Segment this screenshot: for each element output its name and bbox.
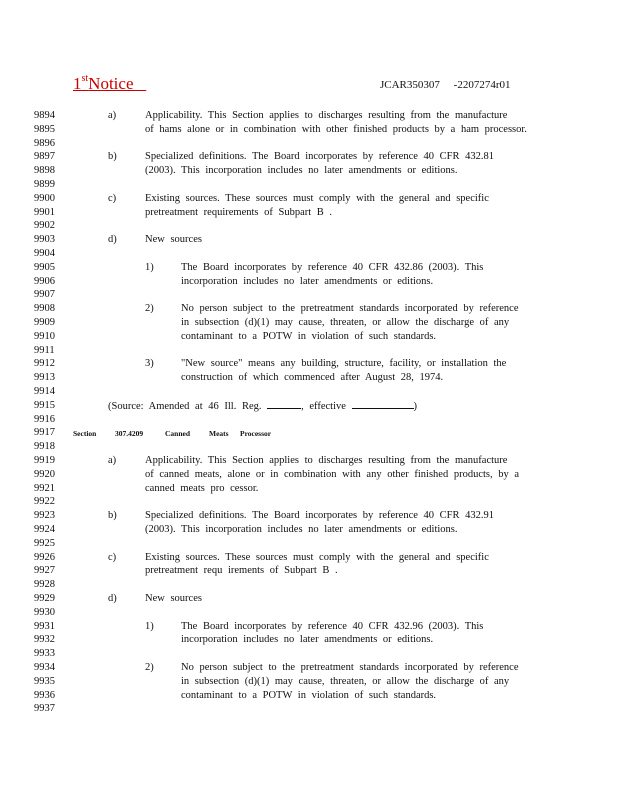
subsection-label: b) (108, 151, 117, 162)
subsection-label: d) (108, 234, 117, 245)
line-number: 9921 (34, 483, 55, 494)
text-line: Specialized definitions. The Board incorporates by reference 40 CFR 432.91 (145, 510, 495, 521)
text-line: in subsection (d)(1) may cause, threaten, or allow the discharge of any (181, 676, 510, 687)
text-line: No person subject to the pretreatment standards incorporated by reference (181, 662, 519, 673)
line-number: 9912 (34, 358, 55, 369)
section-title-word: Canned (165, 429, 191, 438)
line-number: 9936 (34, 690, 55, 701)
line-number: 9930 (34, 607, 55, 618)
line-number: 9894 (34, 110, 55, 121)
line-number: 9903 (34, 234, 55, 245)
subsection-label: a) (108, 110, 117, 121)
item-label: 2) (145, 303, 154, 314)
text-line: of hams alone or in combination with other finished products by a ham processor. (145, 124, 527, 135)
item-label: 1) (145, 621, 154, 632)
text-line: Existing sources. These sources must comply with the general and specific (145, 552, 489, 563)
line-number: 9927 (34, 565, 55, 576)
subsection-label: d) (108, 593, 117, 604)
line-number: 9916 (34, 414, 55, 425)
text-line: canned meats pro cessor. (145, 483, 259, 494)
subsection-label: a) (108, 455, 117, 466)
text-line: in subsection (d)(1) may cause, threaten, or allow the discharge of any (181, 317, 510, 328)
line-number: 9932 (34, 634, 55, 645)
subsection-label: c) (108, 552, 117, 563)
line-number: 9933 (34, 648, 55, 659)
line-number: 9926 (34, 552, 55, 563)
line-number: 9907 (34, 289, 55, 300)
effective-date-blank (352, 399, 414, 409)
text-line: "New source" means any building, structure, facility, or installation the (181, 358, 507, 369)
item-label: 2) (145, 662, 154, 673)
line-number: 9909 (34, 317, 55, 328)
subsection-label: c) (108, 193, 117, 204)
line-number: 9913 (34, 372, 55, 383)
text-line: The Board incorporates by reference 40 CFR 432.96 (2003). This (181, 621, 484, 632)
document-code: JCAR350307 -2207274r01 (380, 79, 511, 91)
line-number: 9899 (34, 179, 55, 190)
section-word: Section (73, 429, 97, 438)
text-line: incorporation includes no later amendments or editions. (181, 634, 434, 645)
line-number: 9937 (34, 703, 55, 714)
text-line: New sources (145, 234, 202, 245)
line-number: 9904 (34, 248, 55, 259)
text-line: The Board incorporates by reference 40 CFR 432.86 (2003). This (181, 262, 484, 273)
line-number: 9911 (34, 345, 55, 356)
text-line: No person subject to the pretreatment standards incorporated by reference (181, 303, 519, 314)
text-line: (2003). This incorporation includes no later amendments or editions. (145, 524, 458, 535)
text-line: construction of which commenced after August 28, 1974. (181, 372, 444, 383)
line-number: 9917 (34, 427, 55, 438)
notice-title: 1stNotice (73, 73, 134, 93)
line-number: 9910 (34, 331, 55, 342)
line-number: 9920 (34, 469, 55, 480)
line-number: 9925 (34, 538, 55, 549)
line-number: 9928 (34, 579, 55, 590)
line-number: 9923 (34, 510, 55, 521)
text-line: incorporation includes no later amendments or editions. (181, 276, 434, 287)
item-label: 3) (145, 358, 154, 369)
text-line: contaminant to a POTW in violation of such standards. (181, 331, 437, 342)
line-number: 9901 (34, 207, 55, 218)
line-number: 9896 (34, 138, 55, 149)
text-line: New sources (145, 593, 202, 604)
text-line: Applicability. This Section applies to discharges resulting from the manufacture (145, 455, 508, 466)
line-number: 9902 (34, 220, 55, 231)
reg-blank (267, 399, 301, 409)
line-number: 9931 (34, 621, 55, 632)
line-number: 9908 (34, 303, 55, 314)
item-label: 1) (145, 262, 154, 273)
line-number: 9897 (34, 151, 55, 162)
text-line: contaminant to a POTW in violation of such standards. (181, 690, 437, 701)
text-line: Existing sources. These sources must comply with the general and specific (145, 193, 489, 204)
section-number: 307.4209 (115, 429, 144, 438)
line-number: 9934 (34, 662, 55, 673)
line-number: 9906 (34, 276, 55, 287)
source-note: (Source: Amended at 46 Ill. Reg. , effective ) (108, 401, 418, 412)
line-number: 9918 (34, 441, 55, 452)
line-number: 9922 (34, 496, 55, 507)
line-number: 9905 (34, 262, 55, 273)
text-line: Specialized definitions. The Board incorporates by reference 40 CFR 432.81 (145, 151, 495, 162)
line-number: 9900 (34, 193, 55, 204)
text-line: pretreatment requ irements of Subpart B . (145, 565, 338, 576)
section-title-word: Meats (209, 429, 229, 438)
text-line: pretreatment requirements of Subpart B . (145, 207, 333, 218)
text-line: (2003). This incorporation includes no later amendments or editions. (145, 165, 458, 176)
line-number: 9919 (34, 455, 55, 466)
line-number: 9935 (34, 676, 55, 687)
text-line: Applicability. This Section applies to discharges resulting from the manufacture (145, 110, 508, 121)
line-number: 9915 (34, 400, 55, 411)
text-line: of canned meats, alone or in combination with any other finished products, by a (145, 469, 520, 480)
subsection-label: b) (108, 510, 117, 521)
line-number: 9924 (34, 524, 55, 535)
line-number: 9898 (34, 165, 55, 176)
line-number: 9895 (34, 124, 55, 135)
line-number: 9914 (34, 386, 55, 397)
line-number: 9929 (34, 593, 55, 604)
section-title-word: Processor (240, 429, 272, 438)
